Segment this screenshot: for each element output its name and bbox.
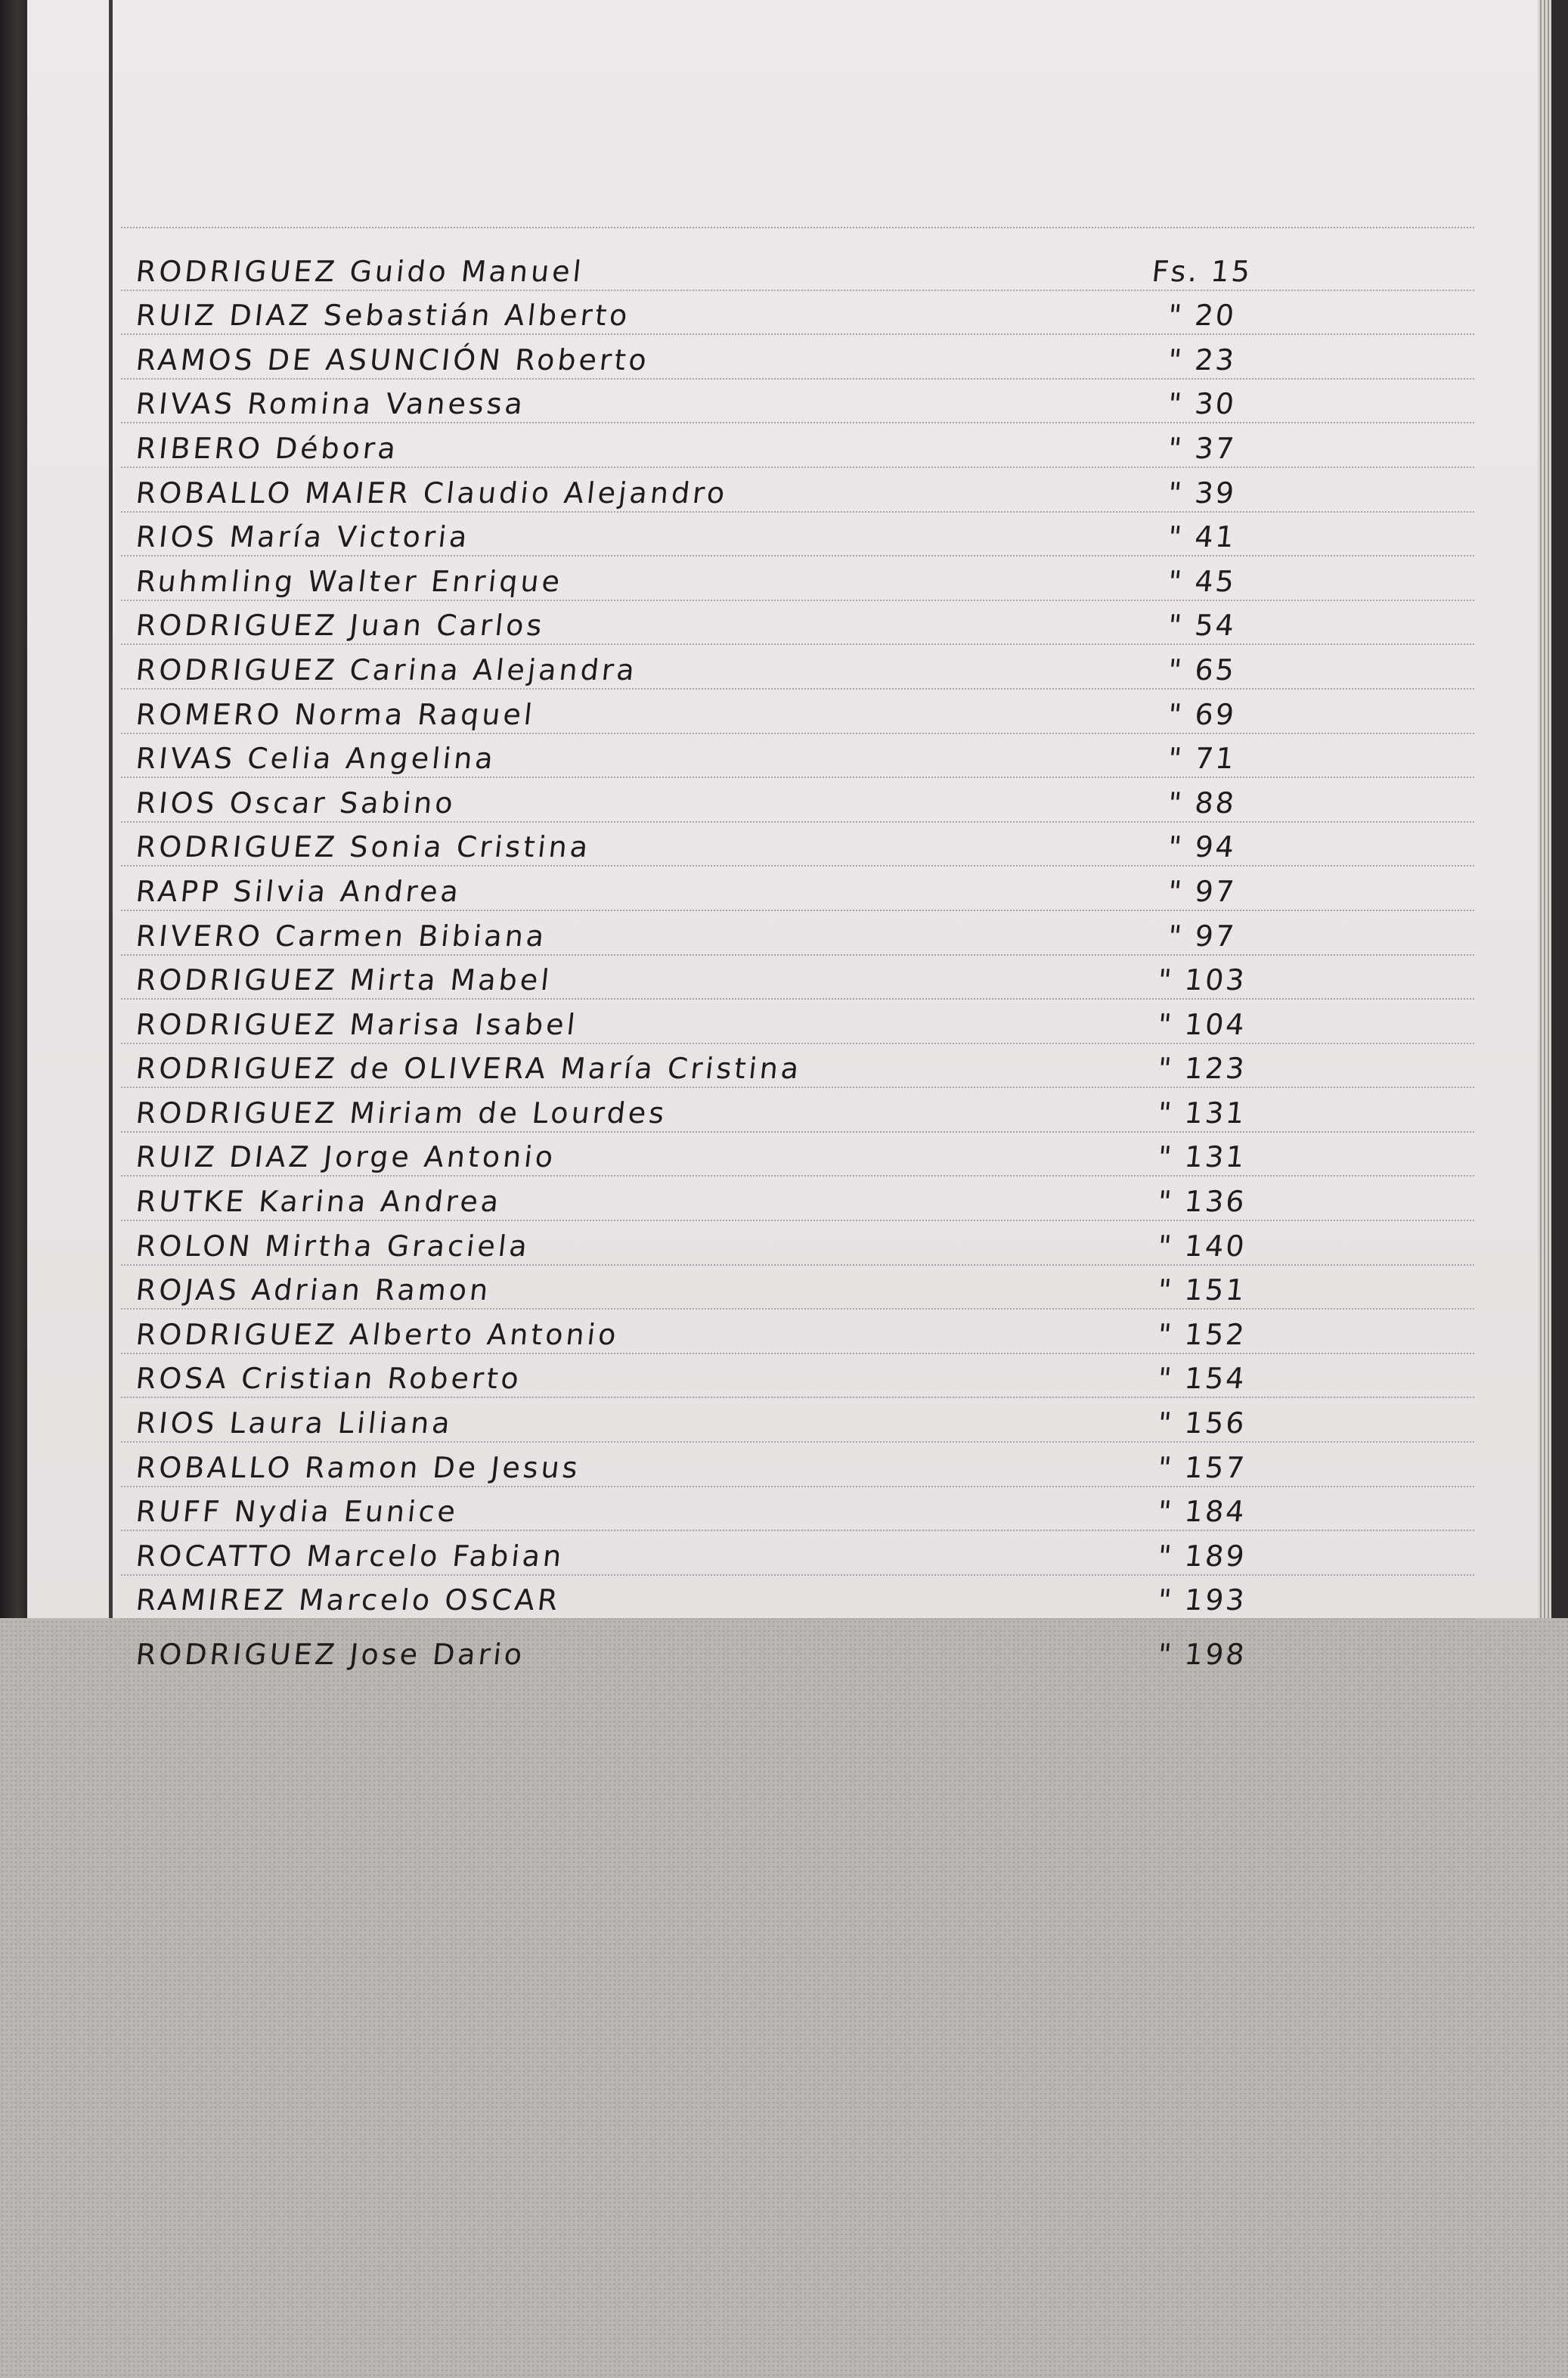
entry-name: ROBALLO Ramon De Jesus (134, 1450, 582, 1484)
ledger-entry (121, 1443, 1474, 1487)
entry-name: RODRIGUEZ Miriam de Lourdes (134, 1096, 669, 1130)
entry-folio: " 20 (1166, 299, 1238, 333)
entry-folio: " 41 (1166, 520, 1238, 554)
entry-folio: " 94 (1166, 830, 1238, 864)
ledger-entry (121, 557, 1474, 601)
top-rule (121, 227, 1474, 228)
entry-folio: " 151 (1156, 1273, 1248, 1307)
ledger-entry (121, 956, 1474, 1000)
ledger-entry (121, 246, 1474, 291)
ledger-entry (121, 1221, 1474, 1266)
entry-name: RUIZ DIAZ Sebastián Alberto (134, 299, 632, 333)
ledger-entry (121, 1177, 1474, 1221)
entry-folio: " 37 (1166, 431, 1238, 465)
entry-name: RIOS Laura Liliana (134, 1406, 455, 1440)
ledger-entry (121, 1487, 1474, 1532)
entry-folio: Fs. 15 (1150, 254, 1254, 288)
ledger-entry (121, 823, 1474, 867)
ledger-entry (121, 1354, 1474, 1399)
ledger-entry (121, 1531, 1474, 1576)
ledger-entry (121, 645, 1474, 690)
entry-name: Ruhmling Walter Enrique (134, 564, 565, 598)
entry-folio: " 97 (1166, 919, 1238, 953)
entry-folio: " 88 (1166, 786, 1238, 820)
ledger-entry (121, 335, 1474, 380)
entry-folio: " 154 (1156, 1362, 1248, 1396)
entry-folio: " 39 (1166, 476, 1238, 510)
entry-name: RODRIGUEZ Guido Manuel (134, 254, 586, 288)
entry-name: RODRIGUEZ Marisa Isabel (134, 1007, 580, 1041)
ledger-entry (121, 380, 1474, 424)
margin-rule (109, 0, 113, 1618)
entry-folio: " 69 (1166, 697, 1238, 731)
ledger-entry (121, 911, 1474, 956)
entry-name: RIVERO Carmen Bibiana (134, 919, 549, 953)
entry-name: ROJAS Adrian Ramon (134, 1273, 493, 1307)
entry-folio: " 157 (1156, 1450, 1248, 1484)
entry-name: ROMERO Norma Raquel (134, 697, 537, 731)
ledger-entry (121, 1398, 1474, 1443)
ledger-entry (121, 1620, 1474, 1672)
entry-name: RIVAS Romina Vanessa (134, 387, 528, 421)
entry-name: RAMIREZ Marcelo OSCAR (134, 1583, 562, 1617)
ledger-entry (121, 778, 1474, 823)
entry-name: ROBALLO MAIER Claudio Alejandro (134, 476, 730, 510)
entry-folio: " 30 (1166, 387, 1238, 421)
entry-name: RODRIGUEZ de OLIVERA María Cristina (134, 1052, 804, 1086)
entry-folio: " 193 (1156, 1583, 1248, 1617)
ledger-entry (121, 1576, 1474, 1620)
entry-folio: " 184 (1156, 1495, 1248, 1529)
book-binding (0, 0, 29, 1618)
ledger-entry (121, 601, 1474, 646)
ledger-entry (121, 291, 1474, 336)
entry-folio: " 71 (1166, 742, 1238, 776)
entry-name: RODRIGUEZ Sonia Cristina (134, 830, 593, 864)
entry-name: RUFF Nydia Eunice (134, 1495, 460, 1529)
ledger-entry (121, 1088, 1474, 1133)
entry-name: RAPP Silvia Andrea (134, 874, 463, 908)
entry-folio: " 123 (1156, 1052, 1248, 1086)
entry-name: RAMOS DE ASUNCIÓN Roberto (134, 343, 652, 377)
ledger-page (27, 0, 1551, 1672)
ledger-entry (121, 423, 1474, 468)
entry-name: RUIZ DIAZ Jorge Antonio (134, 1140, 558, 1174)
entry-name: ROLON Mirtha Graciela (134, 1229, 532, 1263)
entry-folio: " 140 (1156, 1229, 1248, 1263)
ledger-entry (121, 513, 1474, 557)
ledger-entry (121, 1000, 1474, 1044)
entry-name: RIOS María Victoria (134, 520, 472, 554)
entry-name: ROSA Cristian Roberto (134, 1362, 524, 1396)
entry-name: RODRIGUEZ Alberto Antonio (134, 1317, 621, 1351)
ledger-entry (121, 690, 1474, 734)
page-stack-edge (1538, 0, 1551, 1618)
entry-name: RODRIGUEZ Jose Dario (134, 1638, 527, 1672)
entry-folio: " 45 (1166, 564, 1238, 598)
entry-folio: " 65 (1166, 653, 1238, 687)
ledger-entry (121, 734, 1474, 779)
entry-name: RODRIGUEZ Carina Alejandra (134, 653, 640, 687)
entry-name: RIVAS Celia Angelina (134, 742, 498, 776)
ledger-entry (121, 1266, 1474, 1310)
entry-folio: " 156 (1156, 1406, 1248, 1440)
entry-name: RODRIGUEZ Mirta Mabel (134, 963, 554, 997)
entry-folio: " 136 (1156, 1185, 1248, 1219)
ledger-entry (121, 867, 1474, 911)
name-index-list (121, 227, 1474, 1672)
entry-folio: " 97 (1166, 874, 1238, 908)
ledger-entry (121, 1133, 1474, 1177)
entry-folio: " 131 (1156, 1140, 1248, 1174)
entry-folio: " 189 (1156, 1539, 1248, 1573)
entry-folio: " 54 (1166, 609, 1238, 643)
entry-name: RIOS Oscar Sabino (134, 786, 458, 820)
ledger-entry (121, 468, 1474, 513)
entry-name: ROCATTO Marcelo Fabian (134, 1539, 566, 1573)
entry-folio: " 131 (1156, 1096, 1248, 1130)
entry-folio: " 103 (1156, 963, 1248, 997)
entry-name: RODRIGUEZ Juan Carlos (134, 609, 547, 643)
entry-folio: " 198 (1156, 1638, 1248, 1672)
ledger-entry (121, 1310, 1474, 1354)
entry-folio: " 23 (1166, 343, 1238, 377)
entry-name: RUTKE Karina Andrea (134, 1185, 504, 1219)
entry-folio: " 152 (1156, 1317, 1248, 1351)
ledger-entry (121, 1044, 1474, 1089)
entry-folio: " 104 (1156, 1007, 1248, 1041)
entry-name: RIBERO Débora (134, 431, 401, 465)
